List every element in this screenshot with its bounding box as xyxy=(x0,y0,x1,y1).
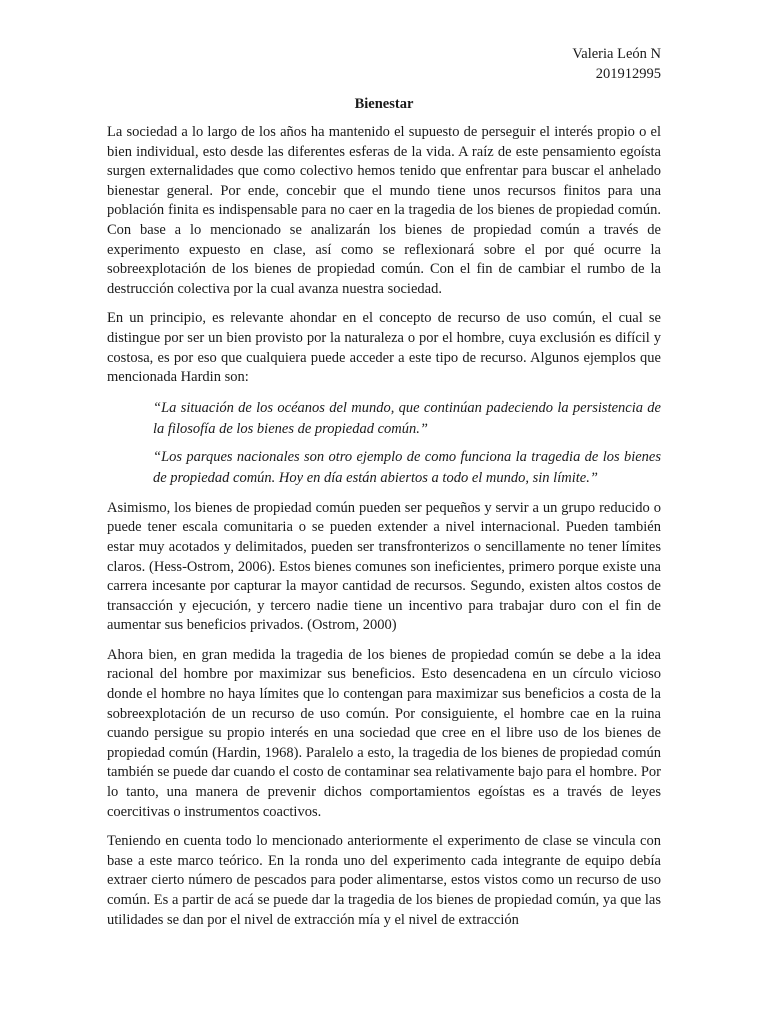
quote-parks: “Los parques nacionales son otro ejemplo de como funciona la tragedia de los bienes de propiedad común. Hoy en día están abiertos a todo el mundo, sin límite.” xyxy=(153,448,661,486)
document-title: Bienestar xyxy=(354,96,414,112)
paragraph-experiment: Teniendo en cuenta todo lo mencionado anteriormente el experimento de clase se vincula con base a este marco teórico. En la ronda uno del experimento cada integrante de equipo debía extraer cierto número de pescados para poder alimentarse, estos vistos como un recurso de uso común. Es a partir de acá se puede dar la tragedia de los bienes de propiedad común, ya que las utilidades se dan por el nivel de extracción mía y el nivel de extracción xyxy=(107,833,661,928)
paragraph-intro: La sociedad a lo largo de los años ha mantenido el supuesto de perseguir el interés propio o el bien individual, esto desde las diferentes esferas de la vida. A raíz de este pensamiento egoísta surgen externalidades que como colectivo hemos tenido que enfrentar para buscar el anhelado bienestar general. Por ende, concebir que el mundo tiene unos recursos finitos para una población finita es indispensable para no caer en la tragedia de los bienes de propiedad común. Con base a lo mencionado se analizarán los bienes de propiedad común a través de experimento expuesto en clase, así como se reflexionará sobre el por qué ocurre la sobreexplotación de los bienes de propiedad común. Con el fin de cambiar el rumbo de la destrucción colectiva por la cual avanza nuestra sociedad. xyxy=(107,124,661,297)
paragraph-concept: En un principio, es relevante ahondar en el concepto de recurso de uso común, el cual se distingue por ser un bien provisto por la naturaleza o por el hombre, cuya exclusión es difícil y costosa, es por eso que cualquiera puede acceder a este tipo de recurso. Algunos ejemplos que mencionada Hardin son: xyxy=(107,310,661,386)
paragraph-tragedy: Ahora bien, en gran medida la tragedia de los bienes de propiedad común se debe a la idea racional del hombre por maximizar sus beneficios. Esto desencadena en un círculo vicioso donde el hombre no haya límites que lo contengan para maximizar sus beneficios a costa de la sobreexplotación de un recurso de uso común. Por consiguiente, el hombre cae en la ruina cuando persigue su propio interés en una sociedad que cree en el libre uso de los bienes de propiedad común (Hardin, 1968). Paralelo a esto, la tragedia de los bienes de propiedad común también se puede dar cuando el costo de contaminar sea relativamente bajo para el hombre. Por lo tanto, una manera de prevenir dichos comportamientos egoístas es a través de leyes coercitivas o instrumentos coactivos. xyxy=(107,646,662,820)
paragraph-scale: Asimismo, los bienes de propiedad común pueden ser pequeños y servir a un grupo reducido o puede tener escala comunitaria o se pueden extender a nivel internacional. Pueden también estar muy acotados y delimitados, pueden ser transfronterizos o sencillamente no tener límites claros. (Hess-Ostrom, 2006). Estos bienes comunes son ineficientes, primero porque existe una carrera incesante por capturar la mayor cantidad de recursos. Segundo, existen altos costos de transacción y ejecución, y tercero nadie tiene un incentivo para trabajar duro con el fin de aumentar sus beneficios privados. (Ostrom, 2000) xyxy=(107,499,661,634)
author-block xyxy=(107,44,661,84)
quote-oceans: “La situación de los océanos del mundo, que continúan padeciendo la persistencia de la filosofía de los bienes de propiedad común.” xyxy=(153,399,661,437)
author-name: Valeria León N xyxy=(572,46,661,62)
student-id: 201912995 xyxy=(595,66,661,82)
